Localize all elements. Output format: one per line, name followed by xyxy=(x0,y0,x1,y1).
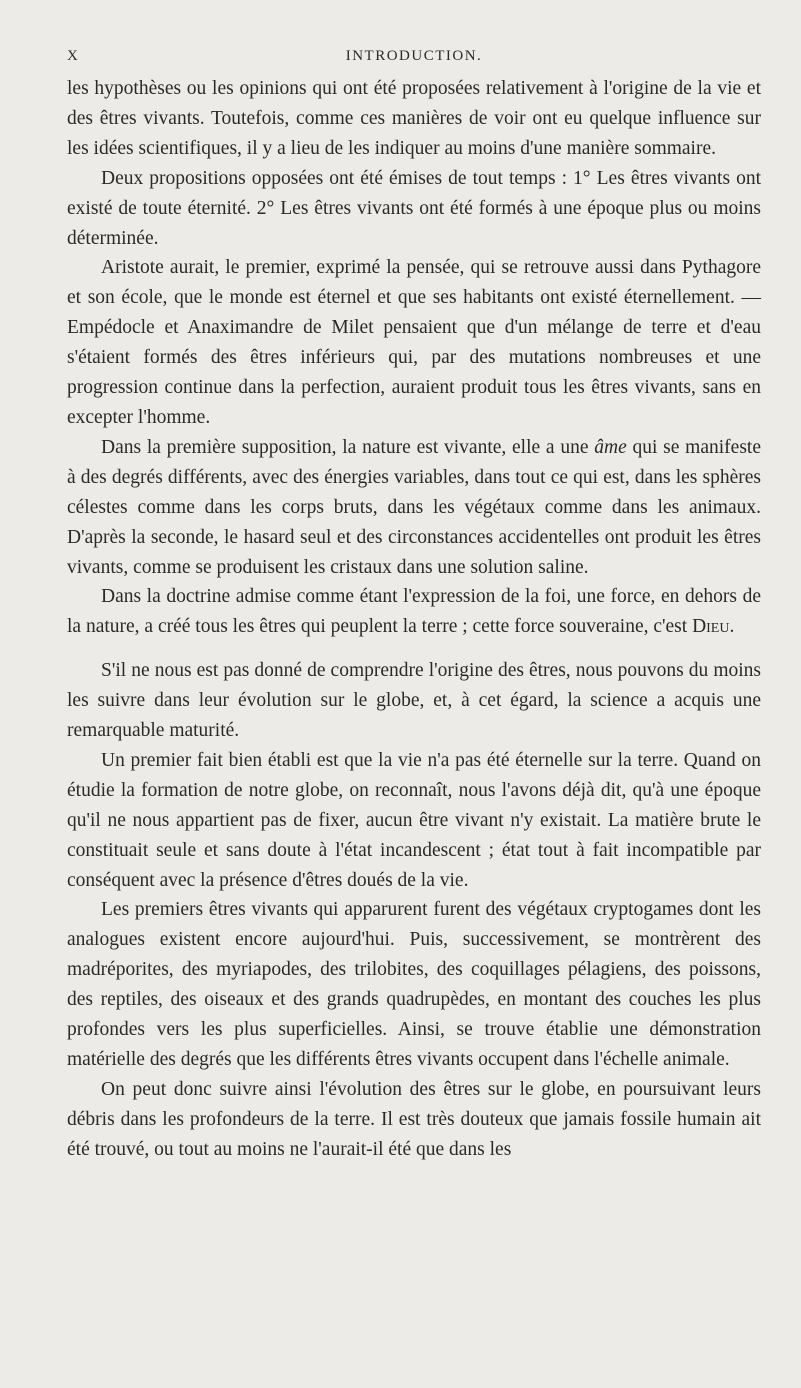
page-number: X xyxy=(67,48,80,64)
paragraph: Les premiers êtres vivants qui apparurent furent des végétaux cryptogames dont les analogues existent encore aujourd'hui. Puis, successivement, se montrèrent des madréporites, des myriapodes, des trilobites, des coquillages pélagiens, des poissons, des reptiles, des oiseaux et des grands quadrupèdes, en montant des couches les plus profondes vers les plus superficielles. Ainsi, se trouve établie une démonstration matérielle des degrés que les différents êtres vivants occupent dans l'échelle animale. xyxy=(67,899,761,1070)
paragraph: On peut donc suivre ainsi l'évolution des êtres sur le globe, en poursuivant leurs débris dans les profondeurs de la terre. Il est très douteux que jamais fossile humain ait été trouvé, ou tout au moins ne l'aurait-il été que dans les xyxy=(67,1078,761,1160)
paragraph-text: . xyxy=(729,616,735,638)
paragraph: les hypothèses ou les opinions qui ont été proposées relativement à l'origine de la vie et des êtres vivants. Toutefois, comme ces manières de voir ont eu quelque influence sur les idées scientifiques, il y a lieu de les indiquer au moins d'une manière sommaire. xyxy=(67,78,761,159)
paragraph xyxy=(67,582,761,642)
italic-word: âme xyxy=(594,436,627,458)
paragraph: Un premier fait bien établi est que la vie n'a pas été éternelle sur la terre. Quand on étudie la formation de notre globe, on reconnaît, nous l'avons déjà dit, qu'à une époque qu'il ne nous appartient pas de fixer, aucun être vivant n'y existait. La matière brute le constituait seule et sans doute à l'état incandescent ; état tout à fait incompatible par conséquent avec la présence d'êtres doués de la vie. xyxy=(67,749,761,891)
paragraph: Aristote aurait, le premier, exprimé la pensée, qui se retrouve aussi dans Pythagore et son école, que le monde est éternel et que ses habitants ont existé éternellement. — Empédocle et Anaximandre de Milet pensaient que d'un mélange de terre et d'eau s'étaient formés des êtres inférieurs qui, par des mutations nombreuses et une progression continue dans la perfection, auraient produit tous les êtres vivants, sans en excepter l'homme. xyxy=(67,257,761,428)
running-title: INTRODUCTION. xyxy=(345,48,483,64)
paragraph: Deux propositions opposées ont été émises de tout temps : 1° Les êtres vivants ont existé de toute éternité. 2° Les êtres vivants ont été formés à une époque plus ou moins déterminée. xyxy=(67,167,761,249)
paragraph-text: qui se manifeste à des degrés différents, avec des énergies variables, dans tout ce qui est, dans les sphères célestes comme dans les corps bruts, dans les végétaux comme dans les animaux. D'après la seconde, le hasard seul et des circonstances accidentelles ont produit les êtres vivants, comme se produisent les cristaux dans une solution saline. xyxy=(67,436,761,578)
paragraph xyxy=(67,433,761,583)
body-text xyxy=(67,74,761,1165)
book-page xyxy=(0,48,801,1388)
paragraph-text: Dans la doctrine admise comme étant l'expression de la foi, une force, en dehors de la nature, a créé tous les êtres qui peuplent la terre ; cette force souveraine, c'est xyxy=(67,586,761,638)
paragraph: S'il ne nous est pas donné de comprendre l'origine des êtres, nous pouvons du moins les suivre dans leur évolution sur le globe, et, à cet égard, la science a acquis une remarquable maturité. xyxy=(67,660,761,742)
paragraph-text: Dans la première supposition, la nature est vivante, elle a une xyxy=(101,436,595,458)
small-caps-word: Dieu xyxy=(692,616,730,638)
running-head xyxy=(67,48,761,74)
